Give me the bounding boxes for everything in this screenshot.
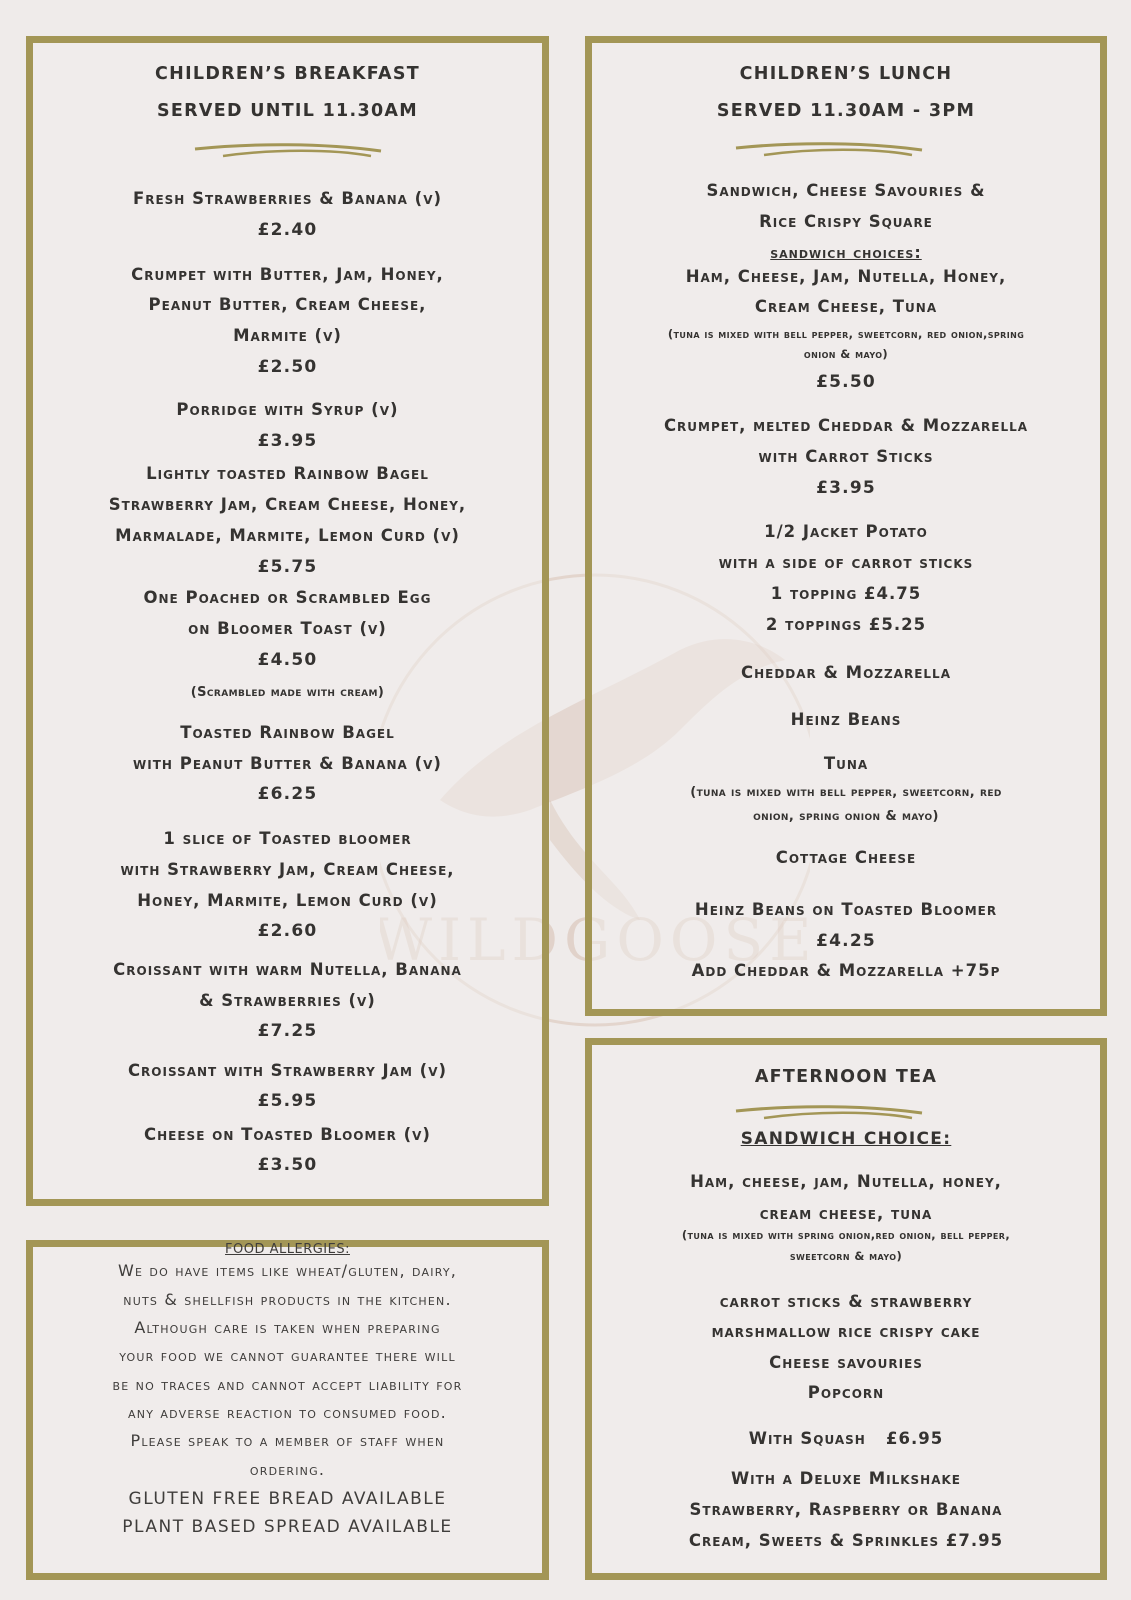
item-line: Strawberry, Raspberry or Banana [689,1500,1003,1519]
item-line: Cheddar & Mozzarella [740,663,951,682]
item-line: Cheese on Toasted Bloomer (v) [144,1125,431,1144]
item-line: with a side of carrot sticks [718,553,974,572]
lunch-title: CHILDREN’S LUNCH [739,64,953,84]
item-line: Honey, Marmite, Lemon Curd (v) [137,891,438,910]
price: £7.25 [257,1021,318,1041]
price-line: With Squash £6.95 [748,1429,944,1448]
allergy-line: We do have items like wheat/gluten, dairy, [117,1261,458,1280]
item-note: (Scrambled made with cream) [190,685,385,700]
allergy-line: Although care is taken when preparing [134,1318,441,1337]
swoosh-divider [193,139,383,163]
item-line: 1 slice of Toasted bloomer [163,829,412,848]
item-line: Toasted Rainbow Bagel [180,723,395,742]
allergy-panel [26,1240,549,1580]
allergy-line: nuts & shellfish products in the kitchen. [123,1290,452,1309]
price: £4.50 [257,650,318,670]
item-line: Heinz Beans [790,710,902,729]
price: £3.95 [257,431,318,451]
item-line: Porridge with Syrup (v) [176,400,399,419]
tea-title: AFTERNOON TEA [754,1067,938,1087]
item-note: (tuna is mixed with bell pepper, sweetcorn, red onion,spring [667,327,1025,341]
item-note: (tuna is mixed with spring onion,red onion, bell pepper, [681,1228,1011,1242]
price-line: Cream, Sweets & Sprinkles £7.95 [688,1531,1004,1550]
allergy-line: your food we cannot guarantee there will [119,1346,456,1365]
price: £2.50 [257,357,318,377]
allergy-line: any adverse reaction to consumed food. [128,1403,447,1422]
plant-spread-note: PLANT BASED SPREAD AVAILABLE [122,1517,453,1537]
section-subheading: sandwich choices: [770,243,922,262]
item-line: marshmallow rice crispy cake [711,1322,981,1341]
price: £2.60 [257,921,318,941]
item-line: 1/2 Jacket Potato [764,522,928,541]
price: £3.50 [257,1155,318,1175]
item-line: 1 topping £4.75 [770,584,922,603]
item-line: Cream Cheese, Tuna [754,297,938,316]
item-line: cream cheese, tuna [759,1204,933,1223]
item-line: Rice Crispy Square [759,212,933,231]
item-line: Peanut Butter, Cream Cheese, [148,295,427,314]
item-line: Ham, cheese, jam, Nutella, honey, [690,1172,1002,1191]
item-note: onion & mayo) [803,347,889,361]
item-line: Heinz Beans on Toasted Bloomer [694,900,998,919]
allergy-line: be no traces and cannot accept liability for [112,1375,463,1394]
item-note: (tuna is mixed with bell pepper, sweetcorn, red [690,785,1002,800]
section-subheading: SANDWICH CHOICE: [740,1129,952,1149]
price: £2.40 [257,220,318,240]
item-line: with Carrot Sticks [758,447,934,466]
item-line: Croissant with warm Nutella, Banana [113,960,462,979]
lunch-panel [585,36,1107,1016]
afternoon-tea-panel [585,1038,1107,1580]
price: £6.25 [257,784,318,804]
swoosh-divider [734,1101,924,1125]
item-line: Sandwich, Cheese Savouries & [706,181,986,200]
item-note: onion, spring onion & mayo) [753,809,939,824]
item-line: Cottage Cheese [775,848,917,867]
price: £3.95 [816,478,876,498]
item-line: With a Deluxe Milkshake [730,1469,962,1488]
item-line: Popcorn [807,1383,885,1402]
item-line: with Strawberry Jam, Cream Cheese, [120,860,455,879]
item-line: on Bloomer Toast (v) [188,619,387,638]
item-line: carrot sticks & strawberry [719,1292,973,1311]
item-line: Croissant with Strawberry Jam (v) [127,1061,448,1080]
gluten-free-note: GLUTEN FREE BREAD AVAILABLE [128,1489,447,1509]
item-line: Crumpet with Butter, Jam, Honey, [131,265,444,284]
breakfast-title: CHILDREN’S BREAKFAST [154,64,420,84]
allergy-line: Please speak to a member of staff when [130,1431,445,1450]
swoosh-divider [734,138,924,162]
lunch-subtitle: SERVED 11.30AM - 3PM [716,101,976,121]
price: £4.25 [816,931,876,951]
item-line: Cheese savouries [769,1353,923,1372]
allergy-heading: FOOD ALLERGIES: [225,1242,350,1257]
breakfast-panel [26,36,549,1206]
item-line: Crumpet, melted Cheddar & Mozzarella [663,416,1029,435]
item-line: Lightly toasted Rainbow Bagel [146,464,429,483]
item-line: Add Cheddar & Mozzarella +75p [691,961,1001,980]
item-note: sweetcorn & mayo) [789,1249,903,1263]
item-line: with Peanut Butter & Banana (v) [133,754,442,773]
breakfast-subtitle: SERVED UNTIL 11.30AM [156,101,418,121]
price: £5.95 [257,1091,318,1111]
item-line: & Strawberries (v) [199,991,376,1010]
item-line: Ham, Cheese, Jam, Nutella, Honey, [685,267,1007,286]
allergy-line: ordering. [249,1460,326,1479]
item-line: Marmalade, Marmite, Lemon Curd (v) [115,526,460,545]
item-line: Marmite (v) [233,326,342,345]
item-line: Fresh Strawberries & Banana (v) [132,189,443,208]
item-line: Strawberry Jam, Cream Cheese, Honey, [108,495,467,514]
item-line: Tuna [823,754,869,773]
item-line: One Poached or Scrambled Egg [143,588,432,607]
price: £5.50 [816,372,876,392]
price: £5.75 [257,557,318,577]
item-line: 2 toppings £5.25 [765,615,927,634]
